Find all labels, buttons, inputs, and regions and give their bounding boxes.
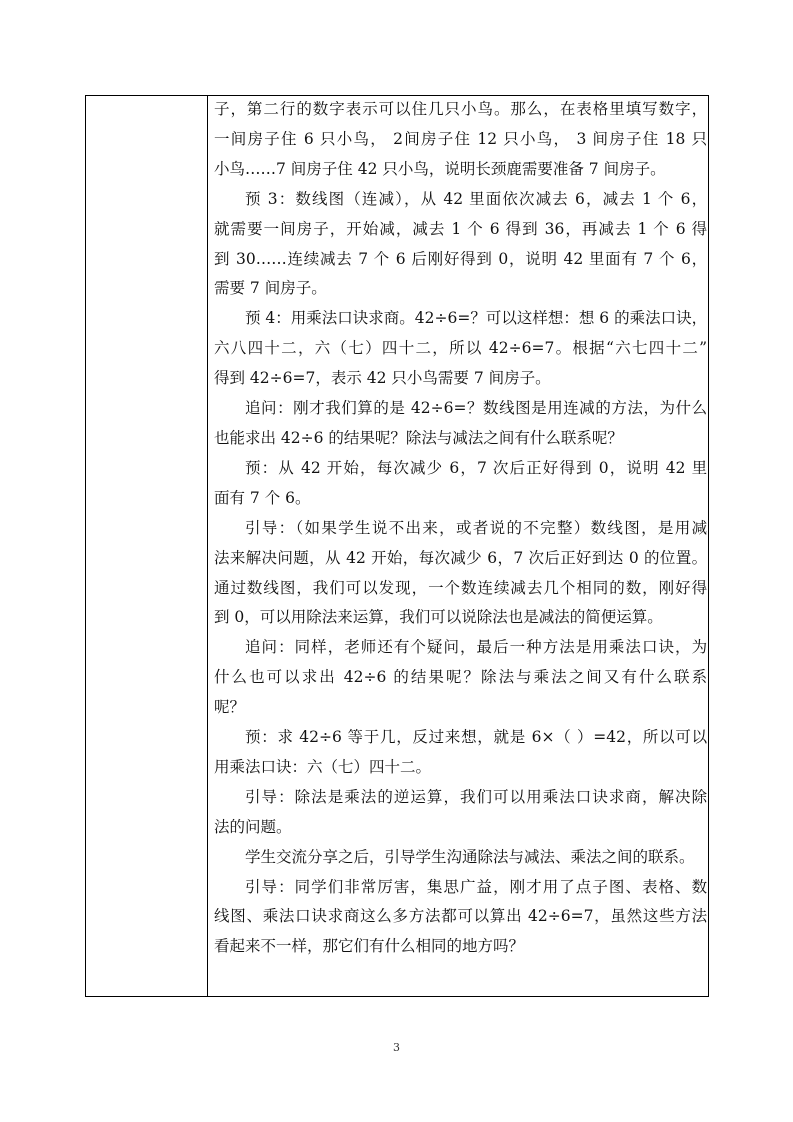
text-line: 引导：同学们非常厉害，集思广益，刚才用了点子图、表格、数	[245, 877, 708, 896]
text-line: 子，第二行的数字表示可以住几只小鸟。那么，在表格里填写数字，	[214, 100, 708, 118]
text-line: 看起来不一样，那它们有什么相同的地方吗？	[214, 937, 525, 956]
text-line: 通过数线图，我们可以发现，一个数连续减去几个相同的数，刚好得	[214, 578, 708, 597]
lesson-table	[85, 95, 709, 997]
paragraph	[214, 633, 707, 723]
text-line: 一间房子住 6 只小鸟， 2间房子住 12 只小鸟， 3 间房子住 18 只	[214, 129, 708, 148]
text-line: 就需要一间房子，开始减，减去 1 个 6 得到 36，再减去 1 个 6 得	[214, 219, 708, 238]
text-line: 法的问题。	[214, 817, 292, 836]
text-line: 引导：（如果学生说不出来，或者说的不完整）数线图，是用减	[245, 518, 708, 537]
page-number: 3	[393, 1041, 400, 1054]
paragraph	[214, 304, 707, 394]
text-line: 引导：除法是乘法的逆运算，我们可以用乘法口诀求商，解决除	[245, 787, 708, 806]
text-line: 追问：同样，老师还有个疑问，最后一种方法是用乘法口诀，为	[245, 638, 708, 657]
text-line: 预：从 42 开始，每次减少 6，7 次后正好得到 0，说明 42 里	[245, 458, 708, 477]
text-line: 到 30……连续减去 7 个 6 后刚好得到 0，说明 42 里面有 7 个 6，	[214, 249, 708, 268]
text-line: 面有 7 个 6。	[214, 488, 311, 507]
paragraph	[214, 394, 707, 454]
paragraph	[214, 723, 707, 783]
table-left-column	[86, 96, 208, 996]
text-line: 学生交流分享之后，引导学生沟通除法与减法、乘法之间的联系。	[245, 847, 695, 866]
text-line: 法来解决问题，从 42 开始，每次减少 6，7 次后正好到达 0 的位置。	[214, 548, 708, 567]
text-line: 什么也可以求出 42÷6 的结果呢？除法与乘法之间又有什么联系	[214, 668, 708, 687]
text-line: 需要 7 间房子。	[214, 279, 327, 298]
text-line: 预：求 42÷6 等于几，反过来想，就是 6×（ ）=42，所以可以	[245, 728, 708, 747]
text-line: 到 0，可以用除法来运算，我们可以说除法也是减法的简便运算。	[214, 608, 663, 627]
text-line: 预 3：数线图（连减），从 42 里面依次减去 6，减去 1 个 6，	[245, 189, 708, 208]
paragraph	[214, 454, 707, 514]
text-line: 得到 42÷6=7，表示 42 只小鸟需要 7 间房子。	[214, 369, 551, 388]
text-line: 用乘法口诀：六（七）四十二。	[214, 757, 432, 776]
text-line: 小鸟……7 间房子住 42 只小鸟，说明长颈鹿需要准备 7 间房子。	[214, 159, 666, 178]
paragraph	[214, 514, 707, 634]
text-line: 六八四十二，六（七）四十二，所以 42÷6=7。根据“六七四十二”	[214, 339, 708, 358]
table-content-cell	[208, 96, 713, 996]
paragraph	[214, 95, 707, 185]
text-line: 预 4：用乘法口诀求商。42÷6=？可以这样想：想 6 的乘法口诀，	[245, 309, 708, 328]
text-line: 也能求出 42÷6 的结果呢？除法与减法之间有什么联系呢？	[214, 428, 623, 447]
text-line: 呢？	[214, 698, 246, 717]
paragraph	[214, 185, 707, 305]
paragraph	[214, 783, 707, 843]
text-line: 追问：刚才我们算的是 42÷6=？数线图是用连减的方法，为什么	[245, 399, 708, 418]
paragraph	[214, 843, 707, 873]
paragraph	[214, 873, 707, 963]
text-line: 线图、乘法口诀求商这么多方法都可以算出 42÷6=7，虽然这些方法	[214, 907, 708, 926]
